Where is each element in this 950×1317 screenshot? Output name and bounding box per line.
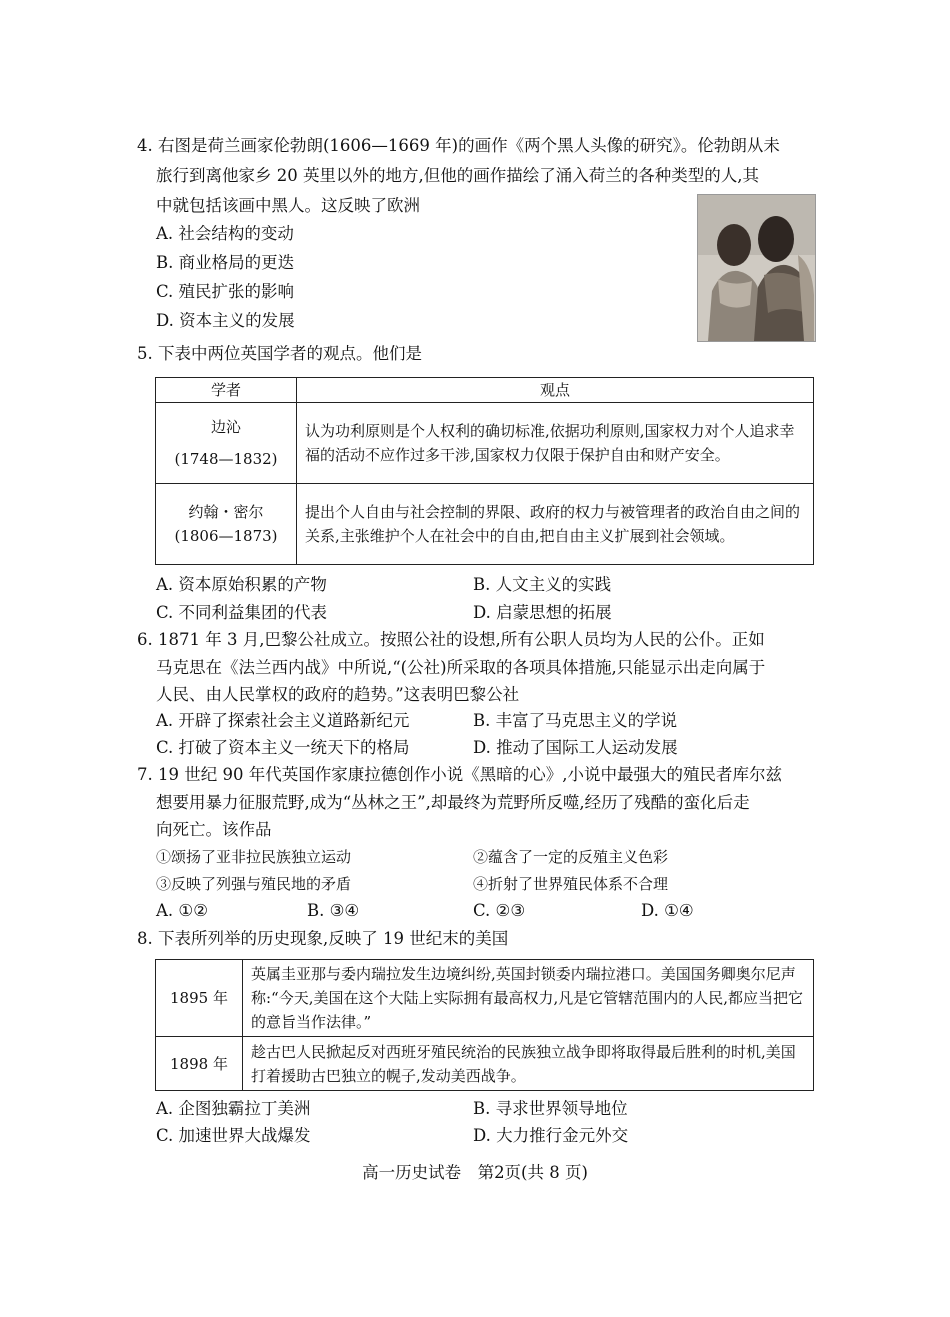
q6-stem-line-1: 6. 1871 年 3 月,巴黎公社成立。按照公社的设想,所有公职人员均为人民的公仆。正如 [137,630,765,649]
q8-option-c: C. 加速世界大战爆发 [156,1126,311,1145]
q8-table-row [156,1037,814,1091]
q7-statement-3: ③反映了列强与殖民地的矛盾 [156,875,352,893]
q4-option-b: B. 商业格局的更迭 [156,253,295,272]
q7-stem-line-2: 想要用暴力征服荒野,成为“丛林之王”,却最终为荒野所反噬,经历了残酷的蛮化后走 [156,793,750,812]
q5-table [155,377,814,565]
q5-scholar-years: (1748—1832) [174,450,278,468]
q8-option-d: D. 大力推行金元外交 [473,1126,629,1145]
q8-event-text: 趁古巴人民掀起反对西班牙殖民统治的民族独立战争即将取得最后胜利的时机,美国打着援助古巴独立的幌子,发动美西战争。 [243,1037,814,1091]
q7-stem-line-1: 7. 19 世纪 90 年代英国作家康拉德创作小说《黑暗的心》,小说中最强大的殖民者库尔兹 [137,765,782,784]
q8-option-b: B. 寻求世界领导地位 [473,1099,628,1118]
q7-option-a: A. ①② [156,901,208,920]
q8-year-cell: 1898 年 [156,1037,243,1091]
q5-stem: 5. 下表中两位英国学者的观点。他们是 [137,344,422,363]
q5-option-c: C. 不同利益集团的代表 [156,603,328,622]
q4-stem-line-3: 中就包括该画中黑人。这反映了欧洲 [156,196,420,215]
q5-table-row [156,484,814,565]
q5-view-text: 认为功利原则是个人权利的确切标准,依据功利原则,国家权力对个人追求幸福的活动不应作过多干涉,国家权力仅限于保护自由和财产安全。 [297,403,814,484]
q8-stem: 8. 下表所列举的历史现象,反映了 19 世纪末的美国 [137,929,509,948]
q6-stem-line-3: 人民、由人民掌权的政府的趋势。”这表明巴黎公社 [156,685,520,704]
q7-option-d: D. ①④ [641,901,694,920]
q4-stem-line-2: 旅行到离他家乡 20 英里以外的地方,但他的画作描绘了涌入荷兰的各种类型的人,其 [156,166,759,185]
q8-event-text: 英属圭亚那与委内瑞拉发生边境纠纷,英国封锁委内瑞拉港口。美国国务卿奥尔尼声称:“今天,美国在这个大陆上实际拥有最高权力,凡是它管辖范围内的人民,都应当把它的意旨当作法律。” [243,960,814,1037]
q8-table [155,959,814,1091]
q5-option-b: B. 人文主义的实践 [473,575,612,594]
q7-option-b: B. ③④ [307,901,360,920]
q6-option-c: C. 打破了资本主义一统天下的格局 [156,738,410,757]
q8-table-row [156,960,814,1037]
q7-statement-2: ②蕴含了一定的反殖主义色彩 [473,848,669,866]
q5-header-view: 观点 [297,378,814,403]
q5-table-header-row [156,378,814,403]
q8-option-a: A. 企图独霸拉丁美洲 [156,1099,311,1118]
q5-scholar-cell [156,403,297,484]
q5-scholar-name: 约翰・密尔 [188,503,264,521]
q7-stem-line-3: 向死亡。该作品 [156,820,272,839]
painting-two-heads-image [697,194,816,342]
q5-header-scholar: 学者 [156,378,297,403]
q6-option-a: A. 开辟了探索社会主义道路新纪元 [156,711,410,730]
page-footer: 高一历史试卷 第2页(共 8 页) [362,1163,588,1182]
q7-statement-4: ④折射了世界殖民体系不合理 [473,875,669,893]
q5-scholar-cell [156,484,297,565]
q5-option-d: D. 启蒙思想的拓展 [473,603,612,622]
q6-option-b: B. 丰富了马克思主义的学说 [473,711,678,730]
q4-stem-line-1: 4. 右图是荷兰画家伦勃朗(1606—1669 年)的画作《两个黑人头像的研究》。伦勃朗从未 [137,136,780,155]
q6-option-d: D. 推动了国际工人运动发展 [473,738,678,757]
q4-option-a: A. 社会结构的变动 [156,224,294,243]
q4-option-d: D. 资本主义的发展 [156,311,295,330]
q5-view-text: 提出个人自由与社会控制的界限、政府的权力与被管理者的政治自由之间的关系,主张维护个人在社会中的自由,把自由主义扩展到社会领域。 [297,484,814,565]
q7-option-c: C. ②③ [473,901,526,920]
q4-option-c: C. 殖民扩张的影响 [156,282,295,301]
painting-illustration [698,195,815,341]
q8-year-cell: 1895 年 [156,960,243,1037]
q7-statement-1: ①颂扬了亚非拉民族独立运动 [156,848,352,866]
q6-stem-line-2: 马克思在《法兰西内战》中所说,“(公社)所采取的各项具体措施,只能显示出走向属于 [156,658,766,677]
q5-option-a: A. 资本原始积累的产物 [156,575,327,594]
q5-table-row [156,403,814,484]
q5-scholar-years: (1806—1873) [174,527,278,545]
q5-scholar-name: 边沁 [210,418,241,436]
